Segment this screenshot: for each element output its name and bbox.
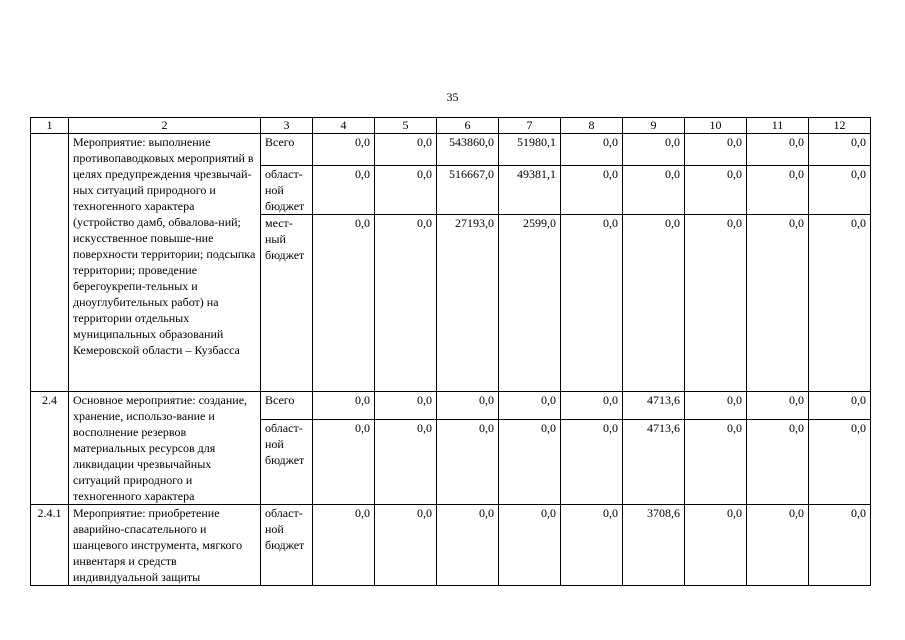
value-cell: 0,0 <box>809 166 871 215</box>
value-cell: 0,0 <box>313 505 375 586</box>
value-cell: 0,0 <box>375 134 437 166</box>
value-cell: 0,0 <box>313 134 375 166</box>
table-row <box>31 392 871 420</box>
column-header: 9 <box>623 118 685 134</box>
value-cell: 0,0 <box>499 392 561 420</box>
value-cell: 0,0 <box>561 392 623 420</box>
value-cell: 0,0 <box>809 505 871 586</box>
column-header: 3 <box>261 118 313 134</box>
table-header-row <box>31 118 871 134</box>
value-cell: 0,0 <box>375 419 437 504</box>
funding-source: област-ной бюджет <box>261 419 313 504</box>
column-header: 10 <box>685 118 747 134</box>
value-cell: 0,0 <box>747 215 809 392</box>
value-cell: 0,0 <box>375 392 437 420</box>
value-cell: 0,0 <box>499 505 561 586</box>
value-cell: 0,0 <box>685 419 747 504</box>
value-cell: 27193,0 <box>437 215 499 392</box>
value-cell: 0,0 <box>313 215 375 392</box>
row-number: 2.4.1 <box>31 505 69 586</box>
value-cell: 0,0 <box>809 215 871 392</box>
value-cell: 0,0 <box>685 215 747 392</box>
column-header: 8 <box>561 118 623 134</box>
column-header: 11 <box>747 118 809 134</box>
row-number: 2.4 <box>31 392 69 505</box>
value-cell: 0,0 <box>747 134 809 166</box>
value-cell: 543860,0 <box>437 134 499 166</box>
column-header: 12 <box>809 118 871 134</box>
value-cell: 0,0 <box>623 134 685 166</box>
value-cell: 0,0 <box>809 419 871 504</box>
value-cell: 0,0 <box>499 419 561 504</box>
table-row <box>31 134 871 166</box>
value-cell: 0,0 <box>437 505 499 586</box>
value-cell: 516667,0 <box>437 166 499 215</box>
funding-source: Всего <box>261 392 313 420</box>
value-cell: 0,0 <box>685 505 747 586</box>
value-cell: 0,0 <box>375 166 437 215</box>
value-cell: 4713,6 <box>623 419 685 504</box>
column-header: 5 <box>375 118 437 134</box>
value-cell: 0,0 <box>623 166 685 215</box>
column-header: 1 <box>31 118 69 134</box>
value-cell: 0,0 <box>561 215 623 392</box>
value-cell: 0,0 <box>313 419 375 504</box>
measure-description: Мероприятие: выполнение противопаводковых мероприятий в целях предупреждения чрезвычай-ных ситуаций природного и техногенного характера (устройство дамб, обвалова-ний; искусственное повыше-ние поверхности территории; подсыпка территории; проведение берегоукрепи-тельных и дноуглубительных работ) на территории отдельных муниципальных образований Кемеровской области – Кузбасса <box>69 134 261 392</box>
funding-source: Всего <box>261 134 313 166</box>
column-header: 2 <box>69 118 261 134</box>
value-cell: 0,0 <box>313 392 375 420</box>
value-cell: 0,0 <box>747 392 809 420</box>
value-cell: 0,0 <box>623 215 685 392</box>
value-cell: 0,0 <box>561 166 623 215</box>
value-cell: 0,0 <box>685 166 747 215</box>
value-cell: 0,0 <box>747 419 809 504</box>
value-cell: 51980,1 <box>499 134 561 166</box>
value-cell: 0,0 <box>561 505 623 586</box>
funding-source: област-ной бюджет <box>261 166 313 215</box>
table-row <box>31 505 871 586</box>
value-cell: 49381,1 <box>499 166 561 215</box>
value-cell: 0,0 <box>375 505 437 586</box>
value-cell: 0,0 <box>561 419 623 504</box>
value-cell: 0,0 <box>561 134 623 166</box>
value-cell: 0,0 <box>375 215 437 392</box>
page-number: 35 <box>446 90 459 104</box>
column-header: 6 <box>437 118 499 134</box>
value-cell: 0,0 <box>313 166 375 215</box>
value-cell: 0,0 <box>437 419 499 504</box>
value-cell: 0,0 <box>685 134 747 166</box>
value-cell: 0,0 <box>747 505 809 586</box>
value-cell: 3708,6 <box>623 505 685 586</box>
value-cell: 0,0 <box>809 392 871 420</box>
value-cell: 0,0 <box>437 392 499 420</box>
column-header: 7 <box>499 118 561 134</box>
funding-source: мест-ный бюджет <box>261 215 313 392</box>
row-number <box>31 134 69 392</box>
measure-description: Мероприятие: приобретение аварийно-спасательного и шанцевого инструмента, мягкого инвентаря и средств индивидуальной защиты <box>69 505 261 586</box>
value-cell: 0,0 <box>685 392 747 420</box>
budget-table <box>30 117 871 586</box>
funding-source: област-ной бюджет <box>261 505 313 586</box>
value-cell: 0,0 <box>809 134 871 166</box>
measure-description: Основное мероприятие: создание, хранение, использо-вание и восполнение резервов материальных ресурсов для ликвидации чрезвычайных ситуаций природного и техногенного характера <box>69 392 261 505</box>
value-cell: 0,0 <box>747 166 809 215</box>
value-cell: 4713,6 <box>623 392 685 420</box>
column-header: 4 <box>313 118 375 134</box>
value-cell: 2599,0 <box>499 215 561 392</box>
